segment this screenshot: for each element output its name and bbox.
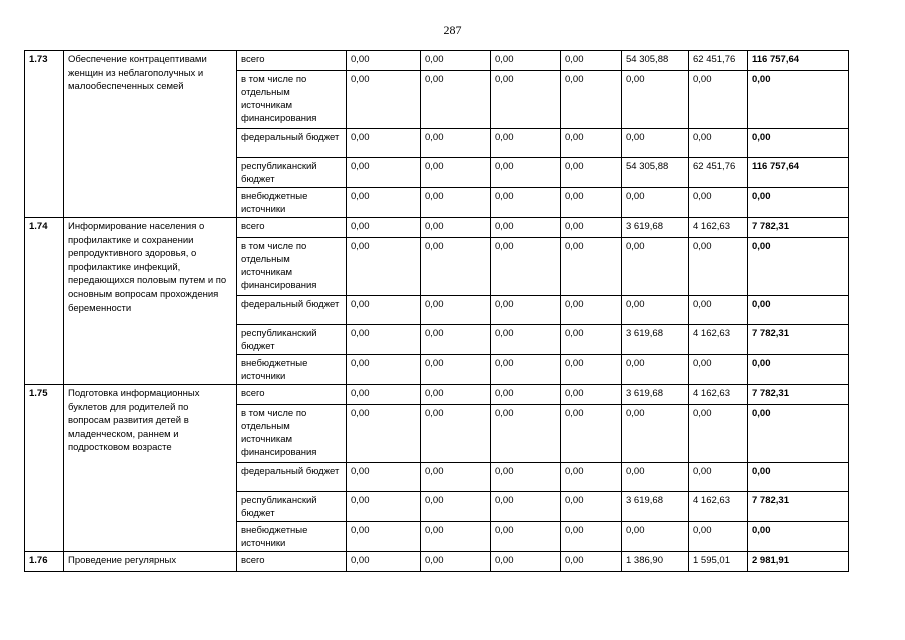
value-cell: 0,00 (347, 238, 421, 296)
value-cell: 0,00 (561, 552, 622, 572)
total-cell: 116 757,64 (748, 158, 849, 188)
value-cell: 0,00 (689, 238, 748, 296)
value-cell: 0,00 (347, 355, 421, 385)
funding-source-label: внебюджетные источники (237, 188, 347, 218)
value-cell: 4 162,63 (689, 218, 748, 238)
total-cell: 2 981,91 (748, 552, 849, 572)
value-cell: 62 451,76 (689, 51, 748, 71)
value-cell: 0,00 (421, 522, 491, 552)
value-cell: 4 162,63 (689, 325, 748, 355)
value-cell: 0,00 (421, 552, 491, 572)
funding-source-label: федеральный бюджет (237, 296, 347, 325)
total-cell: 7 782,31 (748, 325, 849, 355)
value-cell: 0,00 (689, 463, 748, 492)
value-cell: 0,00 (561, 238, 622, 296)
value-cell: 0,00 (421, 385, 491, 405)
total-cell: 7 782,31 (748, 218, 849, 238)
total-cell: 0,00 (748, 522, 849, 552)
value-cell: 0,00 (421, 158, 491, 188)
item-number: 1.75 (25, 385, 64, 552)
value-cell: 0,00 (347, 296, 421, 325)
total-cell: 0,00 (748, 238, 849, 296)
value-cell: 0,00 (491, 158, 561, 188)
value-cell: 0,00 (689, 355, 748, 385)
value-cell: 0,00 (491, 325, 561, 355)
value-cell: 0,00 (491, 552, 561, 572)
value-cell: 0,00 (689, 296, 748, 325)
value-cell: 62 451,76 (689, 158, 748, 188)
value-cell: 0,00 (347, 129, 421, 158)
value-cell: 54 305,88 (622, 158, 689, 188)
funding-source-label: всего (237, 385, 347, 405)
value-cell: 0,00 (491, 129, 561, 158)
total-cell: 7 782,31 (748, 385, 849, 405)
value-cell: 0,00 (689, 129, 748, 158)
value-cell: 0,00 (491, 385, 561, 405)
value-cell: 0,00 (421, 492, 491, 522)
value-cell: 0,00 (561, 325, 622, 355)
funding-source-label: в том числе по отдельным источникам финансирования (237, 238, 347, 296)
value-cell: 4 162,63 (689, 385, 748, 405)
value-cell: 54 305,88 (622, 51, 689, 71)
value-cell: 0,00 (622, 405, 689, 463)
item-number: 1.76 (25, 552, 64, 572)
value-cell: 0,00 (491, 238, 561, 296)
value-cell: 0,00 (347, 522, 421, 552)
value-cell: 0,00 (491, 188, 561, 218)
value-cell: 0,00 (421, 129, 491, 158)
item-title: Обеспечение контрацептивами женщин из неблагополучных и малообеспеченных семей (64, 51, 237, 218)
value-cell: 0,00 (622, 522, 689, 552)
value-cell: 0,00 (347, 552, 421, 572)
value-cell: 0,00 (622, 355, 689, 385)
value-cell: 0,00 (491, 218, 561, 238)
value-cell: 0,00 (347, 218, 421, 238)
value-cell: 0,00 (561, 296, 622, 325)
funding-source-label: в том числе по отдельным источникам финансирования (237, 71, 347, 129)
value-cell: 0,00 (421, 405, 491, 463)
value-cell: 3 619,68 (622, 492, 689, 522)
value-cell: 0,00 (491, 71, 561, 129)
funding-source-label: республиканский бюджет (237, 492, 347, 522)
value-cell: 0,00 (622, 71, 689, 129)
value-cell: 0,00 (622, 463, 689, 492)
value-cell: 0,00 (689, 71, 748, 129)
funding-source-label: федеральный бюджет (237, 129, 347, 158)
value-cell: 0,00 (347, 158, 421, 188)
total-cell: 7 782,31 (748, 492, 849, 522)
value-cell: 0,00 (561, 405, 622, 463)
funding-source-label: всего (237, 51, 347, 71)
value-cell: 0,00 (491, 463, 561, 492)
table-row (25, 218, 849, 238)
value-cell: 0,00 (491, 355, 561, 385)
value-cell: 0,00 (421, 188, 491, 218)
value-cell: 0,00 (421, 71, 491, 129)
funding-source-label: федеральный бюджет (237, 463, 347, 492)
value-cell: 0,00 (622, 296, 689, 325)
value-cell: 0,00 (421, 218, 491, 238)
table-row (25, 552, 849, 572)
value-cell: 0,00 (622, 129, 689, 158)
funding-source-label: республиканский бюджет (237, 325, 347, 355)
value-cell: 0,00 (622, 188, 689, 218)
value-cell: 0,00 (561, 71, 622, 129)
value-cell: 1 595,01 (689, 552, 748, 572)
value-cell: 0,00 (561, 522, 622, 552)
page-number: 287 (443, 23, 462, 37)
total-cell: 0,00 (748, 463, 849, 492)
item-title: Проведение регулярных (64, 552, 237, 572)
value-cell: 0,00 (561, 385, 622, 405)
value-cell: 0,00 (491, 51, 561, 71)
value-cell: 0,00 (491, 296, 561, 325)
funding-source-label: в том числе по отдельным источникам финансирования (237, 405, 347, 463)
funding-source-label: всего (237, 552, 347, 572)
value-cell: 0,00 (561, 129, 622, 158)
value-cell: 3 619,68 (622, 325, 689, 355)
value-cell: 3 619,68 (622, 385, 689, 405)
value-cell: 0,00 (421, 238, 491, 296)
value-cell: 0,00 (689, 522, 748, 552)
funding-source-label: внебюджетные источники (237, 355, 347, 385)
item-number: 1.74 (25, 218, 64, 385)
funding-source-label: республиканский бюджет (237, 158, 347, 188)
value-cell: 0,00 (347, 51, 421, 71)
funding-source-label: всего (237, 218, 347, 238)
funding-source-label: внебюджетные источники (237, 522, 347, 552)
total-cell: 0,00 (748, 296, 849, 325)
value-cell: 0,00 (347, 405, 421, 463)
value-cell: 0,00 (421, 296, 491, 325)
value-cell: 0,00 (421, 51, 491, 71)
value-cell: 0,00 (622, 238, 689, 296)
table-row (25, 51, 849, 71)
value-cell: 0,00 (561, 188, 622, 218)
value-cell: 0,00 (491, 522, 561, 552)
item-title: Подготовка информационных буклетов для родителей по вопросам развития детей в младенческом, раннем и подростковом возрасте (64, 385, 237, 552)
table-body (25, 51, 849, 572)
value-cell: 0,00 (491, 492, 561, 522)
value-cell: 0,00 (421, 463, 491, 492)
item-title: Информирование населения о профилактике и сохранении репродуктивного здоровья, о профилактике инфекций, передающихся половым путем и по основным вопросам прохождения беременности (64, 218, 237, 385)
value-cell: 0,00 (347, 71, 421, 129)
total-cell: 0,00 (748, 355, 849, 385)
value-cell: 3 619,68 (622, 218, 689, 238)
value-cell: 0,00 (561, 355, 622, 385)
item-number: 1.73 (25, 51, 64, 218)
value-cell: 0,00 (421, 355, 491, 385)
value-cell: 0,00 (347, 325, 421, 355)
value-cell: 0,00 (689, 405, 748, 463)
value-cell: 0,00 (561, 463, 622, 492)
value-cell: 0,00 (561, 218, 622, 238)
value-cell: 0,00 (491, 405, 561, 463)
value-cell: 0,00 (347, 463, 421, 492)
value-cell: 0,00 (421, 325, 491, 355)
total-cell: 0,00 (748, 405, 849, 463)
value-cell: 0,00 (347, 188, 421, 218)
total-cell: 0,00 (748, 188, 849, 218)
table-row (25, 385, 849, 405)
value-cell: 1 386,90 (622, 552, 689, 572)
value-cell: 4 162,63 (689, 492, 748, 522)
budget-table (24, 50, 849, 572)
total-cell: 116 757,64 (748, 51, 849, 71)
value-cell: 0,00 (561, 158, 622, 188)
value-cell: 0,00 (561, 492, 622, 522)
value-cell: 0,00 (347, 492, 421, 522)
total-cell: 0,00 (748, 129, 849, 158)
value-cell: 0,00 (561, 51, 622, 71)
value-cell: 0,00 (689, 188, 748, 218)
total-cell: 0,00 (748, 71, 849, 129)
value-cell: 0,00 (347, 385, 421, 405)
